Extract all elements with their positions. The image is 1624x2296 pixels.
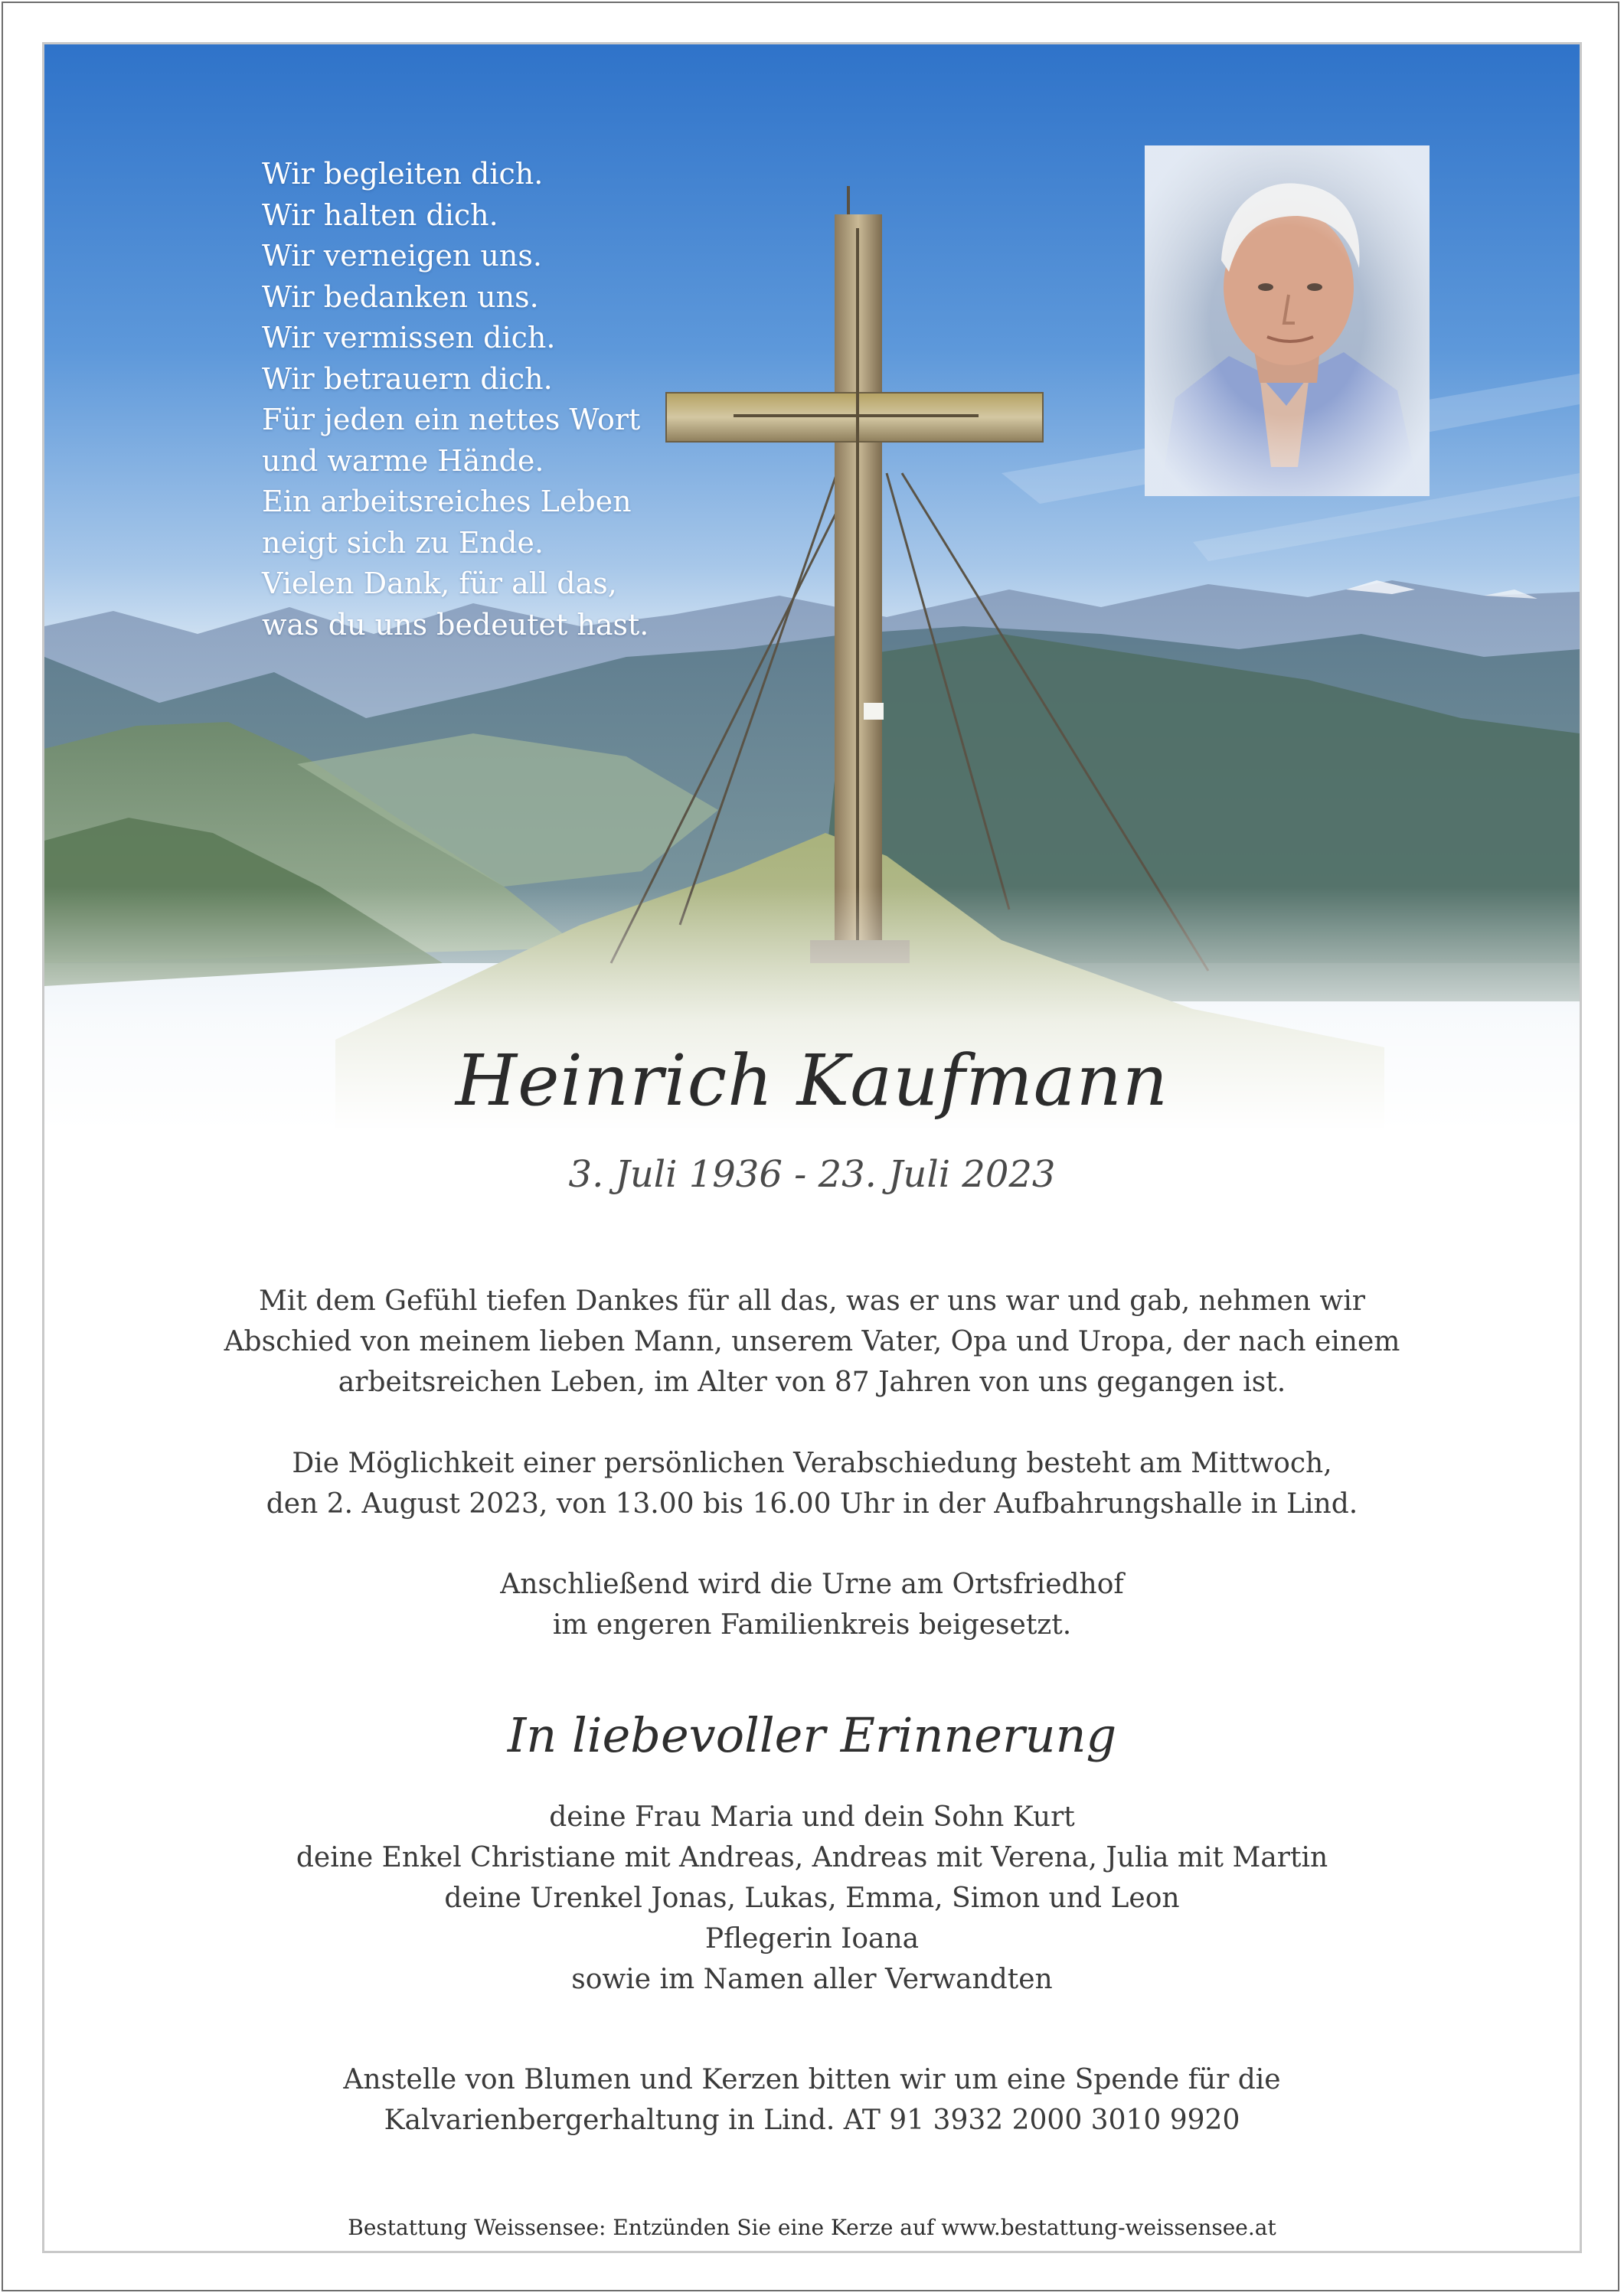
donation-note <box>44 2059 1580 2141</box>
memory-heading: In liebevoller Erinnerung <box>507 1707 1117 1763</box>
life-dates: 3. Juli 1936 - 23. Juli 2023 <box>568 1153 1056 1196</box>
mourner-line: Pflegerin Ioana <box>704 1923 920 1955</box>
poem-line: Wir vermissen dich. <box>262 321 556 354</box>
text-line: Abschied von meinem lieben Mann, unserem Vater, Opa und Uropa, der nach einem <box>224 1326 1400 1357</box>
announcement-paragraph-3 <box>44 1564 1580 1645</box>
mourner-line: sowie im Namen aller Verwandten <box>571 1964 1053 1995</box>
poem-line: Wir halten dich. <box>262 198 498 232</box>
mourner-line: deine Urenkel Jonas, Lukas, Emma, Simon und Leon <box>444 1883 1180 1914</box>
poem <box>262 154 649 645</box>
poem-line: Wir betrauern dich. <box>262 361 553 396</box>
text-line: Anschließend wird die Urne am Ortsfriedhof <box>500 1569 1124 1600</box>
text-line: Anstelle von Blumen und Kerzen bitten wir um eine Spende für die <box>343 2064 1281 2095</box>
mourner-line: deine Enkel Christiane mit Andreas, Andreas mit Verena, Julia mit Martin <box>296 1842 1328 1873</box>
mourners-list <box>44 1797 1580 2000</box>
announcement-paragraph-1 <box>44 1281 1580 1403</box>
poem-line: Wir begleiten dich. <box>262 157 544 191</box>
poem-line: Wir bedanken uns. <box>262 279 539 314</box>
poem-line: Vielen Dank, für all das, <box>262 567 617 600</box>
deceased-name: Heinrich Kaufmann <box>455 1040 1169 1122</box>
text-line: Mit dem Gefühl tiefen Dankes für all das, was er uns war und gab, nehmen wir <box>259 1285 1365 1317</box>
text-line: Die Möglichkeit einer persönlichen Verabschiedung besteht am Mittwoch, <box>292 1448 1332 1479</box>
footer-note: Bestattung Weissensee: Entzünden Sie eine Kerze auf www.bestattung-weissensee.at <box>348 2215 1276 2240</box>
poem-line: neigt sich zu Ende. <box>262 525 544 560</box>
text-line: im engeren Familienkreis beigesetzt. <box>552 1609 1072 1641</box>
poem-line: Für jeden ein nettes Wort <box>262 403 641 436</box>
mourner-line: deine Frau Maria und dein Sohn Kurt <box>549 1801 1075 1833</box>
obituary-card <box>42 42 1582 2253</box>
announcement-paragraph-2 <box>44 1443 1580 1524</box>
poem-line: Wir verneigen uns. <box>262 239 542 273</box>
text-line: Kalvarienbergerhaltung in Lind. AT 91 3932 2000 3010 9920 <box>384 2105 1240 2136</box>
poem-line: und warme Hände. <box>262 443 544 478</box>
poem-line: was du uns bedeutet hast. <box>262 607 649 642</box>
text-line: arbeitsreichen Leben, im Alter von 87 Jahren von uns gegangen ist. <box>338 1367 1286 1398</box>
text-line: den 2. August 2023, von 13.00 bis 16.00 Uhr in der Aufbahrungshalle in Lind. <box>266 1488 1358 1520</box>
poem-line: Ein arbeitsreiches Leben <box>262 485 632 518</box>
portrait-photo <box>1145 145 1430 496</box>
